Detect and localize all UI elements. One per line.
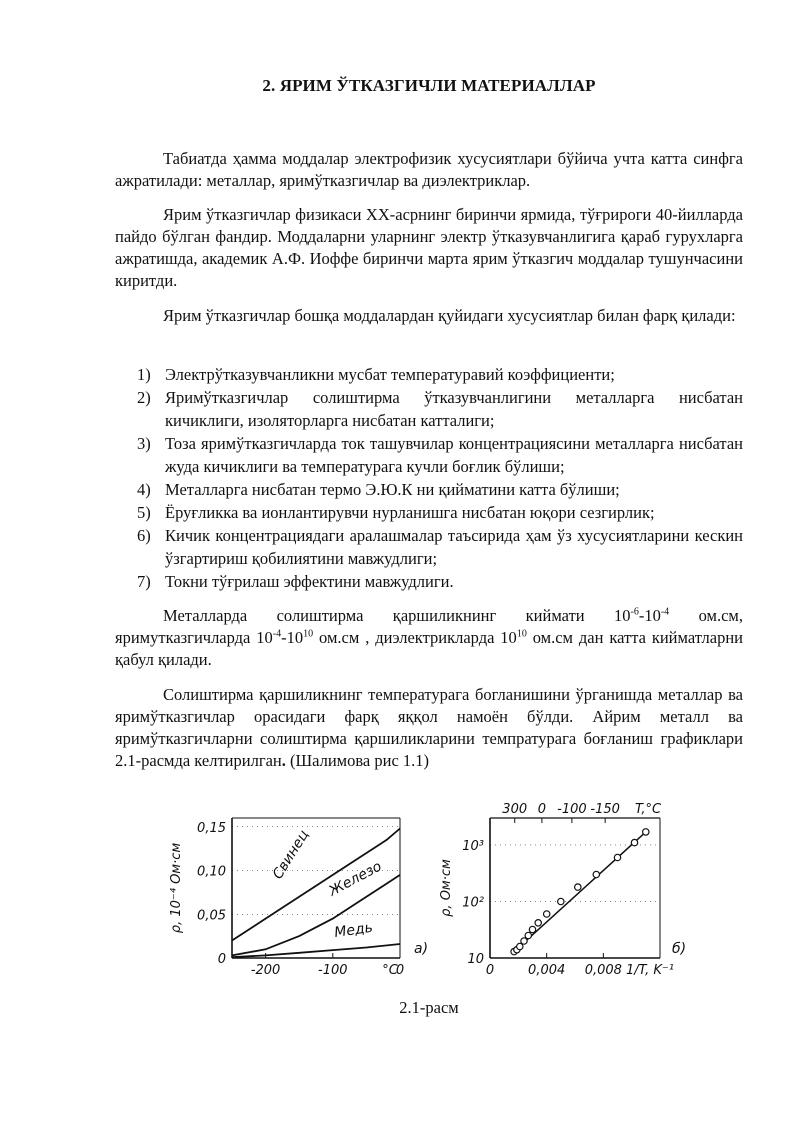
data-point	[517, 943, 523, 949]
p4-sup: -4	[272, 628, 282, 640]
p4-text-d: ом.см дан катта кийматларни қабул қилади.	[115, 628, 743, 669]
p5-dot: .	[281, 751, 286, 770]
data-point	[544, 911, 550, 917]
list-item	[115, 478, 743, 501]
data-point	[575, 884, 581, 890]
paragraph-4	[115, 605, 743, 671]
top-tick-label: 0	[537, 802, 547, 817]
series-label: Медь	[333, 919, 374, 941]
x-tick-label: -100	[318, 963, 348, 978]
series-line	[232, 829, 400, 941]
y-tick-label: 10³	[462, 838, 484, 854]
data-point	[558, 898, 564, 904]
y-axis-label: ρ, Ом·см	[439, 859, 454, 917]
p4-text-b: ом.см, яримутказгичларда 10	[115, 606, 743, 647]
y-tick-label: 10²	[462, 895, 484, 911]
top-tick-label: -150	[590, 802, 620, 817]
p5-text: Солиштирма қаршиликнинг температурага богланишини ўрганишда металлар ва яримўтказгичлар орасидаги фарқ яққол намоён бўлди. Айрим металл ва яримўтказгичларни солиштирма қаршиликларини темпратурага боғланиш графиклари 2.1-расмда келтирилган	[115, 685, 743, 770]
list-item-text: Тоза яримўтказгичларда ток ташувчилар концентрациясини металларга нисбатан жуда кичиклиги ва температурага кучли боғлик бўлиши;	[165, 434, 743, 476]
paragraph-1: Табиатда ҳамма моддалар электрофизик хусусиятлари бўйича учта катта синфга ажратилади: металлар, яримўтказгичлар ва диэлектриклар.	[115, 149, 743, 190]
figure-caption: 2.1-расм	[399, 998, 459, 1017]
top-axis-label: T,°C	[634, 802, 662, 817]
paragraph-2: Ярим ўтказгичлар физикаси XX-асрнинг биринчи ярмида, тўғрироги 40-йилларда пайдо бўлган фандир. Моддаларни уларнинг электр ўтказувчанлигига қараб гурухларга ажратишда, академик А.Ф. Иоффе биринчи марта ярим ўтказгич моддалар тушунчасини киритди.	[115, 205, 743, 290]
list-item-text: Ёруғликка ва ионлантирувчи нурланишга нисбатан юқори сезгирлик;	[165, 503, 655, 522]
series-label: Железо	[326, 858, 385, 900]
figure-2-1	[160, 800, 700, 990]
y-tick-label: 0	[217, 952, 226, 967]
panel-label: б)	[672, 941, 687, 957]
data-point	[614, 854, 620, 860]
list-item-text: Яримўтказгичлар солиштирма ўтказувчанлигини металларга нисбатан кичиклиги, изоляторларга нисбатан катталиги;	[165, 388, 743, 430]
p4-sup: -6	[630, 606, 639, 618]
list-item-text: Металларга нисбатан термо Э.Ю.К ни қийматини катта бўлиши;	[165, 480, 620, 499]
data-point	[631, 839, 637, 845]
data-point	[643, 829, 649, 835]
x-axis-label: °C	[382, 963, 398, 978]
list-item	[115, 570, 743, 593]
x-axis-label: 1/T, K⁻¹	[626, 963, 674, 978]
list-item	[115, 363, 743, 386]
x-tick-label: -200	[250, 963, 281, 978]
data-point	[593, 871, 599, 877]
x-tick-label: 0,008	[584, 963, 622, 978]
data-point	[529, 926, 535, 932]
list-item-number: 2)	[137, 388, 151, 407]
list-item-text: Токни тўғрилаш эффектини мавжудлиги.	[165, 572, 454, 591]
p4-sup: -4	[660, 606, 670, 618]
list-item-text: Электрўтказувчанликни мусбат температуравий коэффициенти;	[165, 365, 615, 384]
list-item-number: 3)	[137, 434, 151, 453]
p4-sup: 10	[516, 628, 527, 640]
p5-reference: (Шалимова рис 1.1)	[285, 751, 430, 770]
data-point	[535, 920, 541, 926]
list-item-number: 7)	[137, 572, 151, 591]
paragraph-5	[115, 684, 743, 772]
p4-text-a2: -10	[638, 606, 661, 625]
y-tick-label: 0,05	[197, 908, 226, 924]
series-label: Свинец	[269, 827, 313, 883]
y-tick-label: 10	[467, 952, 484, 967]
list-item-number: 4)	[137, 480, 151, 499]
figure-svg	[160, 800, 700, 990]
top-tick-label: -100	[557, 802, 587, 817]
p4-text-a: Металларда солиштирма қаршиликнинг киймати 10	[163, 606, 631, 625]
top-tick-label: 300	[502, 802, 528, 817]
series-line	[232, 875, 400, 956]
list-item-number: 5)	[137, 503, 151, 522]
x-tick-label: 0,004	[528, 963, 566, 978]
paragraph-3: Ярим ўтказгичлар бошқа моддалардан қуйидаги хусусиятлар билан фарқ қилади:	[163, 306, 736, 325]
y-tick-label: 0,10	[197, 864, 226, 880]
list-item	[115, 386, 743, 432]
list-item-text: Кичик концентрациядаги аралашмалар таъсирида ҳам ўз хусусиятларини кескин ўзгартириш қобилиятини мавжудлиги;	[165, 526, 743, 568]
properties-list	[115, 363, 743, 593]
x-tick-label: 0	[485, 963, 495, 978]
data-point	[521, 938, 527, 944]
p4-text-c: ом.см , диэлектрикларда 10	[313, 628, 517, 647]
data-point	[525, 932, 531, 938]
p4-sup: 10	[303, 628, 314, 640]
list-item	[115, 501, 743, 524]
panel-label: а)	[414, 941, 429, 957]
y-axis-label: ρ, 10⁻⁴ Ом·см	[169, 842, 184, 934]
list-item	[115, 524, 743, 570]
list-item-number: 6)	[137, 526, 151, 545]
list-item	[115, 432, 743, 478]
x-tick-label: 0	[395, 963, 405, 978]
list-item-number: 1)	[137, 365, 151, 384]
p4-text-b2: -10	[281, 628, 304, 647]
y-tick-label: 0,15	[197, 820, 226, 836]
fit-line	[514, 832, 646, 952]
page-title: 2. ЯРИМ ЎТКАЗГИЧЛИ МАТЕРИАЛЛАР	[262, 76, 596, 95]
